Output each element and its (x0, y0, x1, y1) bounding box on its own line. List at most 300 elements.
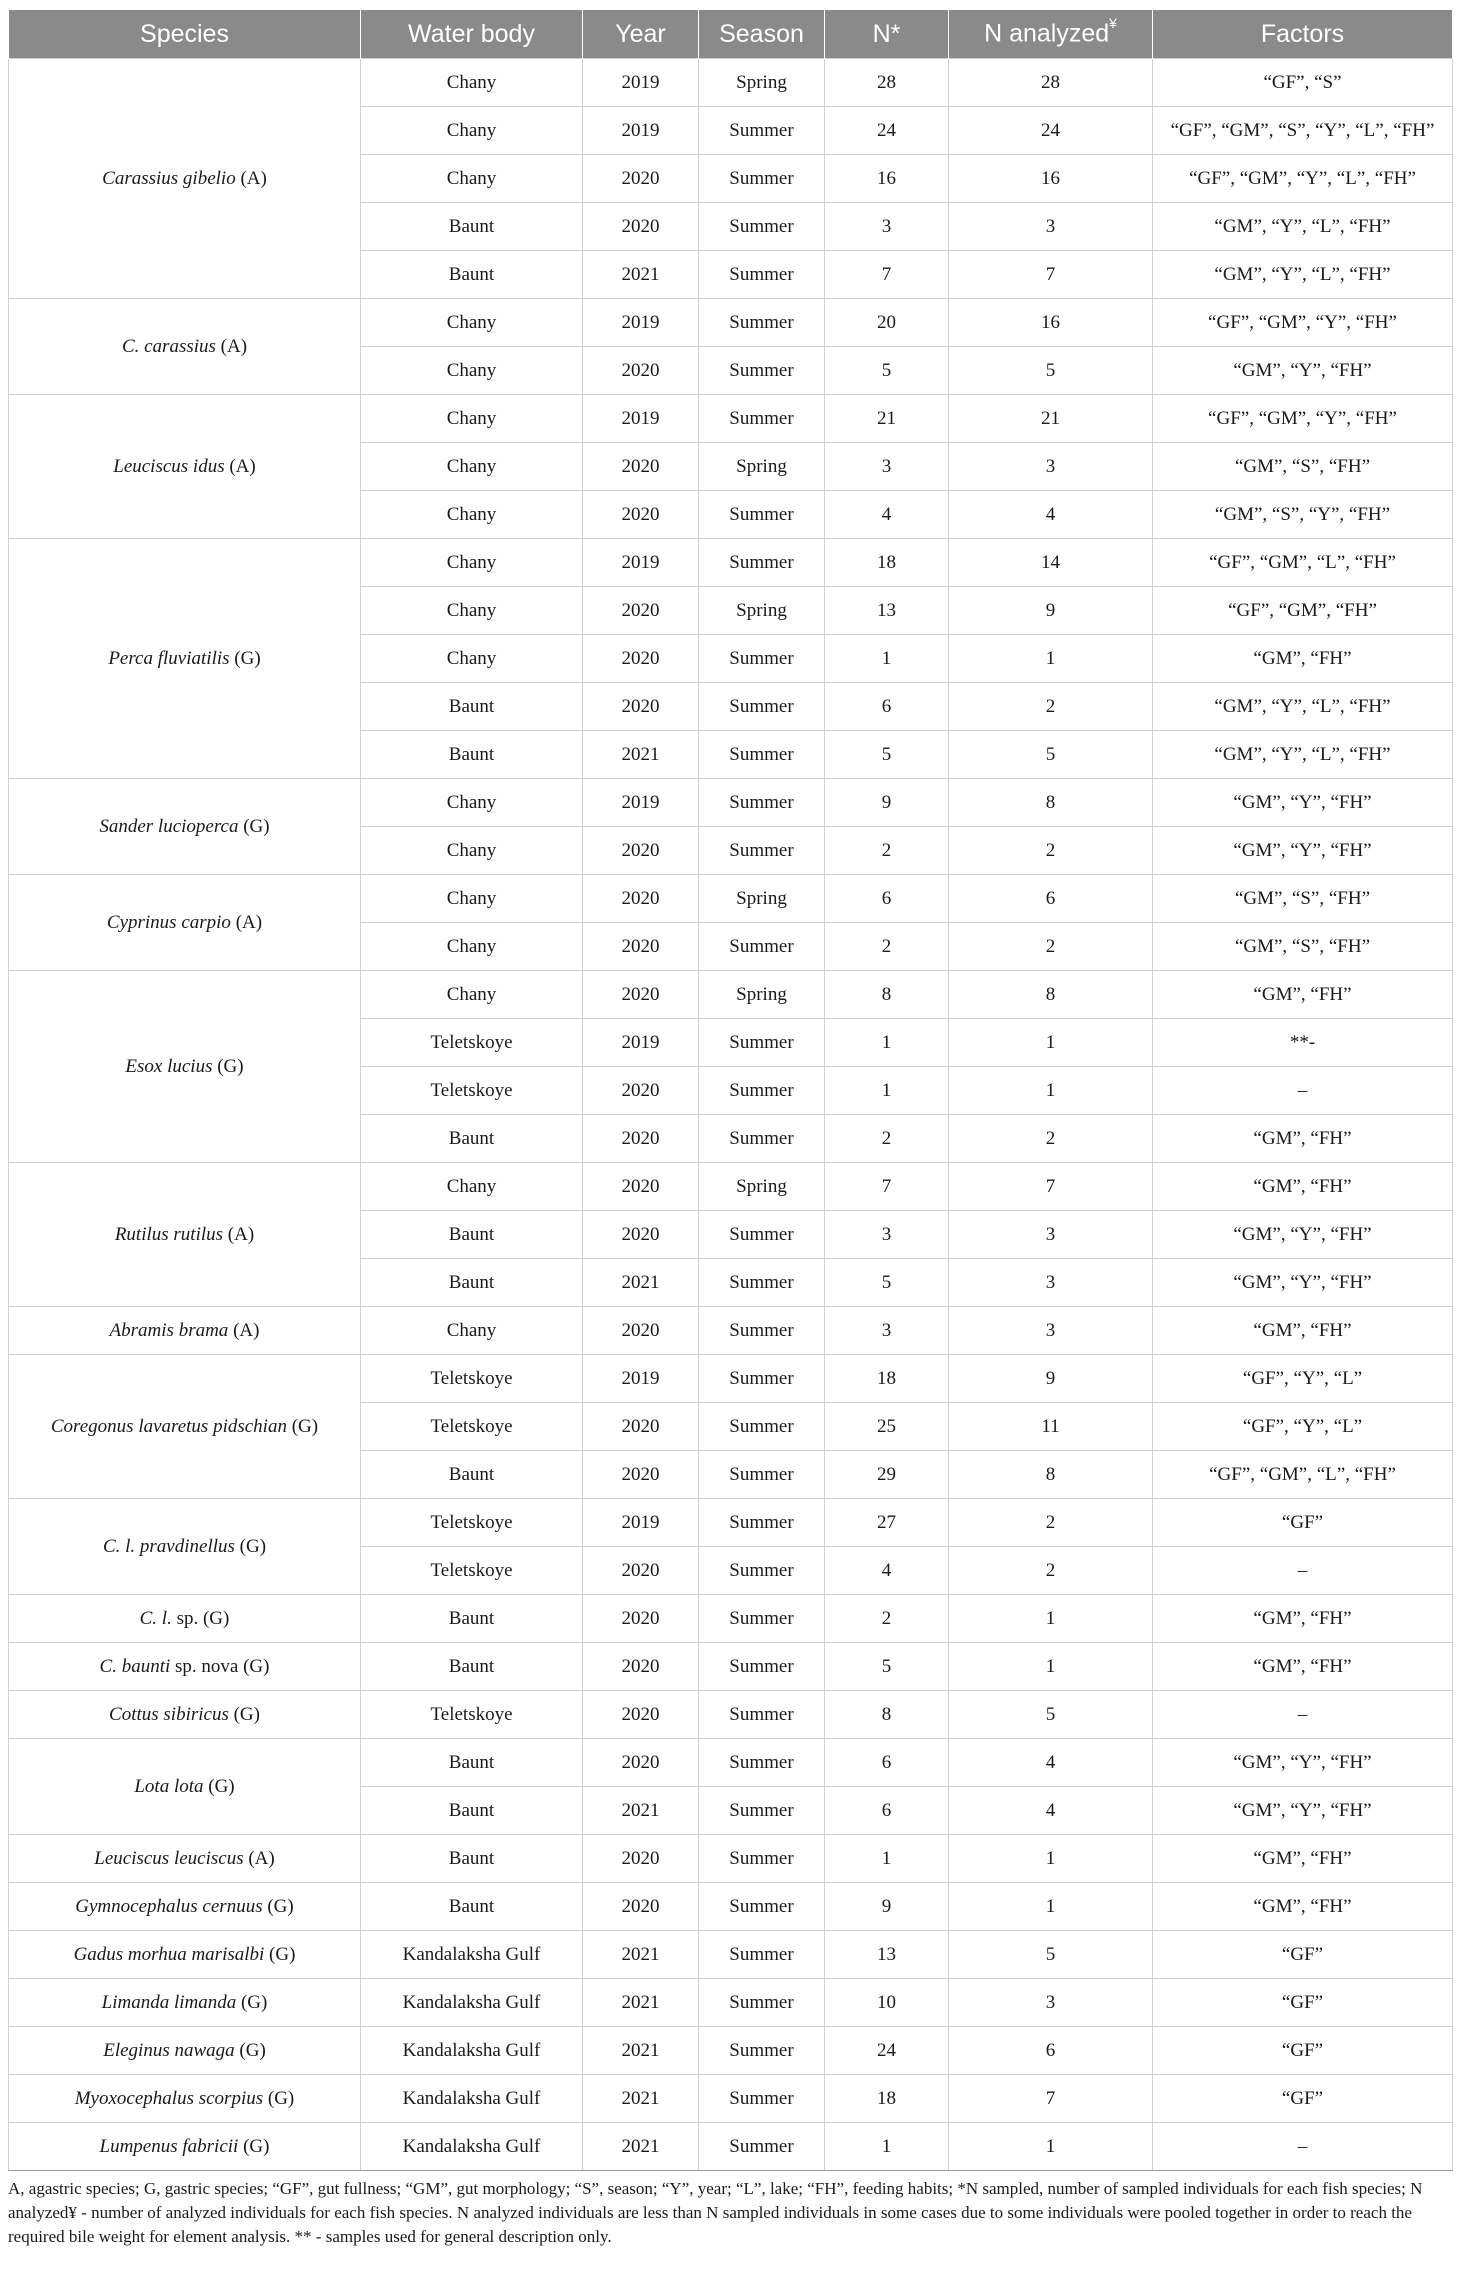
factors-cell: “GF”, “GM”, “L”, “FH” (1153, 1451, 1453, 1499)
table-row (9, 1163, 1453, 1211)
water-body-cell: Chany (361, 155, 583, 203)
factors-cell: “GM”, “FH” (1153, 971, 1453, 1019)
year-cell: 2021 (583, 1259, 699, 1307)
season-cell: Summer (699, 2027, 825, 2075)
n-cell: 5 (825, 731, 949, 779)
n-cell: 2 (825, 1595, 949, 1643)
species-cell (9, 539, 361, 779)
n-analyzed-cell: 3 (949, 1259, 1153, 1307)
water-body-cell: Kandalaksha Gulf (361, 1931, 583, 1979)
factors-cell: “GM”, “Y”, “L”, “FH” (1153, 203, 1453, 251)
season-cell: Summer (699, 155, 825, 203)
n-cell: 18 (825, 2075, 949, 2123)
species-type-tag: sp. (G) (176, 1607, 230, 1629)
species-type-tag: (G) (269, 1943, 296, 1965)
season-cell: Summer (699, 1835, 825, 1883)
n-analyzed-cell: 7 (949, 251, 1153, 299)
factors-cell: “GF” (1153, 1931, 1453, 1979)
table-row (9, 1739, 1453, 1787)
species-type-tag: (G) (267, 1895, 294, 1917)
season-cell: Summer (699, 1643, 825, 1691)
factors-cell: “GM”, “FH” (1153, 1307, 1453, 1355)
n-cell: 9 (825, 1883, 949, 1931)
species-name: Sander lucioperca (99, 815, 239, 837)
n-cell: 4 (825, 491, 949, 539)
factors-cell: “GM”, “Y”, “FH” (1153, 1787, 1453, 1835)
season-cell: Summer (699, 347, 825, 395)
n-cell: 13 (825, 1931, 949, 1979)
water-body-cell: Chany (361, 971, 583, 1019)
factors-cell: “GM”, “Y”, “FH” (1153, 779, 1453, 827)
n-analyzed-cell: 6 (949, 2027, 1153, 2075)
water-body-cell: Chany (361, 491, 583, 539)
n-analyzed-cell: 4 (949, 491, 1153, 539)
n-cell: 3 (825, 443, 949, 491)
header-year: Year (583, 10, 699, 59)
factors-cell: “GF”, “GM”, “L”, “FH” (1153, 539, 1453, 587)
n-analyzed-cell: 3 (949, 1979, 1153, 2027)
n-analyzed-cell: 5 (949, 347, 1153, 395)
year-cell: 2020 (583, 1115, 699, 1163)
season-cell: Summer (699, 251, 825, 299)
year-cell: 2020 (583, 1643, 699, 1691)
year-cell: 2020 (583, 971, 699, 1019)
species-name: Abramis brama (109, 1319, 229, 1341)
factors-cell: “GF”, “GM”, “Y”, “FH” (1153, 299, 1453, 347)
n-cell: 4 (825, 1547, 949, 1595)
water-body-cell: Teletskoye (361, 1019, 583, 1067)
n-cell: 2 (825, 923, 949, 971)
water-body-cell: Chany (361, 827, 583, 875)
n-analyzed-cell: 1 (949, 1019, 1153, 1067)
n-cell: 25 (825, 1403, 949, 1451)
table-row (9, 539, 1453, 587)
species-name: C. l. (139, 1607, 172, 1629)
table-row (9, 1691, 1453, 1739)
n-cell: 7 (825, 251, 949, 299)
n-analyzed-cell: 8 (949, 779, 1153, 827)
year-cell: 2019 (583, 779, 699, 827)
factors-cell: “GM”, “Y”, “L”, “FH” (1153, 683, 1453, 731)
species-cell (9, 59, 361, 299)
factors-cell: “GF” (1153, 2027, 1453, 2075)
factors-cell: “GM”, “S”, “FH” (1153, 443, 1453, 491)
year-cell: 2021 (583, 251, 699, 299)
n-cell: 1 (825, 635, 949, 683)
n-cell: 1 (825, 1067, 949, 1115)
year-cell: 2019 (583, 299, 699, 347)
season-cell: Summer (699, 779, 825, 827)
species-cell (9, 2075, 361, 2123)
water-body-cell: Chany (361, 59, 583, 107)
season-cell: Summer (699, 1259, 825, 1307)
season-cell: Summer (699, 923, 825, 971)
species-name: Myoxocephalus scorpius (74, 2087, 264, 2109)
n-analyzed-cell: 1 (949, 1643, 1153, 1691)
season-cell: Summer (699, 1691, 825, 1739)
water-body-cell: Chany (361, 347, 583, 395)
n-cell: 3 (825, 1211, 949, 1259)
factors-cell: “GM”, “Y”, “FH” (1153, 1259, 1453, 1307)
season-cell: Summer (699, 1211, 825, 1259)
water-body-cell: Kandalaksha Gulf (361, 1979, 583, 2027)
factors-cell: – (1153, 1691, 1453, 1739)
n-analyzed-cell: 2 (949, 1115, 1153, 1163)
species-cell (9, 971, 361, 1163)
water-body-cell: Chany (361, 875, 583, 923)
factors-cell: “GF” (1153, 1499, 1453, 1547)
season-cell: Summer (699, 683, 825, 731)
water-body-cell: Baunt (361, 683, 583, 731)
table-row (9, 2123, 1453, 2171)
year-cell: 2020 (583, 443, 699, 491)
n-analyzed-cell: 5 (949, 1931, 1153, 1979)
n-analyzed-cell: 3 (949, 443, 1153, 491)
factors-cell: “GM”, “S”, “FH” (1153, 875, 1453, 923)
n-cell: 7 (825, 1163, 949, 1211)
season-cell: Summer (699, 491, 825, 539)
year-cell: 2020 (583, 1595, 699, 1643)
season-cell: Summer (699, 1355, 825, 1403)
n-analyzed-cell: 3 (949, 203, 1153, 251)
water-body-cell: Baunt (361, 1451, 583, 1499)
water-body-cell: Baunt (361, 731, 583, 779)
year-cell: 2020 (583, 1163, 699, 1211)
season-cell: Summer (699, 635, 825, 683)
year-cell: 2020 (583, 635, 699, 683)
water-body-cell: Chany (361, 107, 583, 155)
factors-cell: “GF”, “S” (1153, 59, 1453, 107)
table-row (9, 395, 1453, 443)
season-cell: Spring (699, 443, 825, 491)
species-type-tag: (G) (243, 2135, 270, 2157)
table-row (9, 875, 1453, 923)
water-body-cell: Chany (361, 923, 583, 971)
n-analyzed-cell: 3 (949, 1307, 1153, 1355)
water-body-cell: Chany (361, 779, 583, 827)
factors-cell: “GF”, “GM”, “FH” (1153, 587, 1453, 635)
year-cell: 2020 (583, 1307, 699, 1355)
year-cell: 2021 (583, 731, 699, 779)
n-analyzed-cell: 2 (949, 1499, 1153, 1547)
season-cell: Summer (699, 1403, 825, 1451)
species-type-tag: (A) (229, 455, 256, 477)
table-row (9, 1979, 1453, 2027)
season-cell: Summer (699, 1787, 825, 1835)
season-cell: Summer (699, 1883, 825, 1931)
fish-samples-table (8, 10, 1453, 2171)
season-cell: Summer (699, 1595, 825, 1643)
water-body-cell: Chany (361, 1307, 583, 1355)
season-cell: Summer (699, 1499, 825, 1547)
season-cell: Summer (699, 1067, 825, 1115)
water-body-cell: Chany (361, 299, 583, 347)
water-body-cell: Baunt (361, 1211, 583, 1259)
species-cell (9, 1931, 361, 1979)
factors-cell: “GM”, “FH” (1153, 635, 1453, 683)
table-row (9, 1883, 1453, 1931)
species-cell (9, 1643, 361, 1691)
species-name: Eleginus nawaga (103, 2039, 235, 2061)
header-n-analyzed-mark: ¥ (1109, 15, 1117, 32)
table-row (9, 2027, 1453, 2075)
year-cell: 2020 (583, 491, 699, 539)
water-body-cell: Baunt (361, 1883, 583, 1931)
water-body-cell: Kandalaksha Gulf (361, 2027, 583, 2075)
season-cell: Summer (699, 731, 825, 779)
n-cell: 1 (825, 1019, 949, 1067)
species-name: Coregonus lavaretus pidschian (50, 1415, 287, 1437)
season-cell: Summer (699, 539, 825, 587)
season-cell: Summer (699, 395, 825, 443)
n-analyzed-cell: 28 (949, 59, 1153, 107)
year-cell: 2021 (583, 1979, 699, 2027)
water-body-cell: Teletskoye (361, 1691, 583, 1739)
factors-cell: “GM”, “S”, “FH” (1153, 923, 1453, 971)
water-body-cell: Baunt (361, 1787, 583, 1835)
season-cell: Summer (699, 107, 825, 155)
n-analyzed-cell: 1 (949, 1835, 1153, 1883)
n-cell: 5 (825, 1643, 949, 1691)
water-body-cell: Chany (361, 539, 583, 587)
n-analyzed-cell: 21 (949, 395, 1153, 443)
factors-cell: “GF”, “GM”, “S”, “Y”, “L”, “FH” (1153, 107, 1453, 155)
species-type-tag: (A) (248, 1847, 275, 1869)
season-cell: Spring (699, 875, 825, 923)
n-cell: 6 (825, 683, 949, 731)
n-analyzed-cell: 5 (949, 731, 1153, 779)
species-name: Limanda limanda (101, 1991, 237, 2013)
year-cell: 2020 (583, 347, 699, 395)
n-analyzed-cell: 1 (949, 1883, 1153, 1931)
season-cell: Summer (699, 1115, 825, 1163)
table-row (9, 1355, 1453, 1403)
n-cell: 1 (825, 2123, 949, 2171)
season-cell: Summer (699, 299, 825, 347)
n-cell: 20 (825, 299, 949, 347)
species-type-tag: (G) (240, 1991, 268, 2013)
water-body-cell: Baunt (361, 1259, 583, 1307)
table-row (9, 2075, 1453, 2123)
factors-cell: “GM”, “Y”, “L”, “FH” (1153, 251, 1453, 299)
season-cell: Summer (699, 1931, 825, 1979)
n-analyzed-cell: 2 (949, 1547, 1153, 1595)
factors-cell: “GM”, “S”, “Y”, “FH” (1153, 491, 1453, 539)
n-analyzed-cell: 2 (949, 827, 1153, 875)
n-cell: 5 (825, 347, 949, 395)
year-cell: 2020 (583, 203, 699, 251)
water-body-cell: Teletskoye (361, 1403, 583, 1451)
n-analyzed-cell: 1 (949, 635, 1153, 683)
species-cell (9, 1979, 361, 2027)
year-cell: 2020 (583, 155, 699, 203)
year-cell: 2020 (583, 1547, 699, 1595)
header-n-analyzed-label: N analyzed (984, 19, 1110, 48)
n-analyzed-cell: 11 (949, 1403, 1153, 1451)
year-cell: 2019 (583, 395, 699, 443)
species-cell (9, 2027, 361, 2075)
species-type-tag: (G) (208, 1775, 235, 1797)
header-n: N* (825, 10, 949, 59)
n-cell: 10 (825, 1979, 949, 2027)
species-cell (9, 779, 361, 875)
n-cell: 27 (825, 1499, 949, 1547)
species-cell (9, 1691, 361, 1739)
n-cell: 1 (825, 1835, 949, 1883)
n-cell: 24 (825, 2027, 949, 2075)
n-analyzed-cell: 9 (949, 587, 1153, 635)
n-cell: 18 (825, 539, 949, 587)
table-row (9, 59, 1453, 107)
table-footnote: A, agastric species; G, gastric species; “GF”, gut fullness; “GM”, gut morphology; “S”, season; “Y”, year; “L”, lake; “FH”, feeding habits; *N sampled, number of sampled individuals for each fish species; N analyzed¥ - number of analyzed individuals for each fish species. N analyzed individuals are less than N sampled individuals in some cases due to some individuals were pooled together in order to reach the required bile weight for element analysis. ** - samples used for general description only. (8, 2179, 1423, 2246)
species-type-tag: (G) (239, 2039, 266, 2061)
n-cell: 21 (825, 395, 949, 443)
species-type-tag: (G) (217, 1055, 244, 1077)
n-analyzed-cell: 8 (949, 1451, 1153, 1499)
water-body-cell: Kandalaksha Gulf (361, 2075, 583, 2123)
n-cell: 16 (825, 155, 949, 203)
factors-cell: “GM”, “Y”, “FH” (1153, 347, 1453, 395)
n-cell: 6 (825, 1787, 949, 1835)
year-cell: 2020 (583, 1403, 699, 1451)
water-body-cell: Chany (361, 443, 583, 491)
year-cell: 2019 (583, 59, 699, 107)
header-season: Season (699, 10, 825, 59)
n-analyzed-cell: 1 (949, 1595, 1153, 1643)
year-cell: 2020 (583, 1883, 699, 1931)
n-cell: 6 (825, 1739, 949, 1787)
species-type-tag: sp. nova (G) (175, 1655, 270, 1677)
species-type-tag: (G) (267, 2087, 295, 2109)
n-analyzed-cell: 4 (949, 1739, 1153, 1787)
n-cell: 24 (825, 107, 949, 155)
n-cell: 6 (825, 875, 949, 923)
header-species: Species (9, 10, 361, 59)
season-cell: Summer (699, 2123, 825, 2171)
year-cell: 2020 (583, 1835, 699, 1883)
factors-cell: “GM”, “Y”, “FH” (1153, 1739, 1453, 1787)
species-type-tag: (A) (233, 1319, 260, 1341)
species-cell (9, 1499, 361, 1595)
factors-cell: “GM”, “FH” (1153, 1835, 1453, 1883)
water-body-cell: Baunt (361, 1115, 583, 1163)
n-cell: 2 (825, 827, 949, 875)
factors-cell: – (1153, 1067, 1453, 1115)
season-cell: Spring (699, 59, 825, 107)
n-cell: 8 (825, 1691, 949, 1739)
n-cell: 8 (825, 971, 949, 1019)
n-cell: 5 (825, 1259, 949, 1307)
species-name: Perca fluviatilis (108, 647, 230, 669)
species-cell (9, 395, 361, 539)
water-body-cell: Teletskoye (361, 1499, 583, 1547)
factors-cell: “GM”, “FH” (1153, 1115, 1453, 1163)
season-cell: Summer (699, 1547, 825, 1595)
n-analyzed-cell: 1 (949, 1067, 1153, 1115)
factors-cell: “GF” (1153, 1979, 1453, 2027)
factors-cell: “GM”, “FH” (1153, 1595, 1453, 1643)
species-cell (9, 1595, 361, 1643)
species-name: C. baunti (99, 1655, 171, 1677)
table-row (9, 1643, 1453, 1691)
n-analyzed-cell: 2 (949, 683, 1153, 731)
species-type-tag: (A) (240, 167, 267, 189)
water-body-cell: Teletskoye (361, 1547, 583, 1595)
table-row (9, 1307, 1453, 1355)
season-cell: Spring (699, 971, 825, 1019)
factors-cell: “GF”, “Y”, “L” (1153, 1355, 1453, 1403)
year-cell: 2020 (583, 1211, 699, 1259)
water-body-cell: Teletskoye (361, 1355, 583, 1403)
n-analyzed-cell: 14 (949, 539, 1153, 587)
header-water-body: Water body (361, 10, 583, 59)
season-cell: Summer (699, 1307, 825, 1355)
n-analyzed-cell: 8 (949, 971, 1153, 1019)
year-cell: 2020 (583, 1067, 699, 1115)
species-cell (9, 1835, 361, 1883)
year-cell: 2021 (583, 2075, 699, 2123)
water-body-cell: Baunt (361, 1595, 583, 1643)
year-cell: 2019 (583, 1355, 699, 1403)
water-body-cell: Kandalaksha Gulf (361, 2123, 583, 2171)
year-cell: 2020 (583, 587, 699, 635)
species-type-tag: (G) (291, 1415, 319, 1437)
n-analyzed-cell: 16 (949, 299, 1153, 347)
n-analyzed-cell: 24 (949, 107, 1153, 155)
species-cell (9, 2123, 361, 2171)
table-row (9, 1931, 1453, 1979)
year-cell: 2020 (583, 875, 699, 923)
species-type-tag: (A) (235, 911, 263, 933)
n-cell: 28 (825, 59, 949, 107)
n-analyzed-cell: 6 (949, 875, 1153, 923)
season-cell: Summer (699, 2075, 825, 2123)
factors-cell: “GM”, “Y”, “L”, “FH” (1153, 731, 1453, 779)
header-factors: Factors (1153, 10, 1453, 59)
water-body-cell: Chany (361, 587, 583, 635)
n-analyzed-cell: 7 (949, 1163, 1153, 1211)
species-type-tag: (G) (239, 1535, 267, 1557)
n-cell: 3 (825, 203, 949, 251)
year-cell: 2020 (583, 683, 699, 731)
table-row (9, 971, 1453, 1019)
factors-cell: **- (1153, 1019, 1453, 1067)
n-analyzed-cell: 5 (949, 1691, 1153, 1739)
season-cell: Summer (699, 827, 825, 875)
water-body-cell: Baunt (361, 203, 583, 251)
factors-cell: “GF”, “GM”, “Y”, “FH” (1153, 395, 1453, 443)
table-body (9, 59, 1453, 2171)
species-type-tag: (G) (234, 647, 261, 669)
season-cell: Summer (699, 1739, 825, 1787)
year-cell: 2019 (583, 1499, 699, 1547)
n-cell: 29 (825, 1451, 949, 1499)
n-cell: 3 (825, 1307, 949, 1355)
water-body-cell: Chany (361, 635, 583, 683)
factors-cell: “GM”, “Y”, “FH” (1153, 827, 1453, 875)
species-type-tag: (A) (220, 335, 248, 357)
species-name: Cyprinus carpio (106, 911, 231, 933)
species-name: Cottus sibiricus (109, 1703, 229, 1725)
season-cell: Spring (699, 587, 825, 635)
table-row (9, 779, 1453, 827)
season-cell: Summer (699, 203, 825, 251)
season-cell: Summer (699, 1979, 825, 2027)
species-name: Leuciscus idus (113, 455, 225, 477)
year-cell: 2021 (583, 2123, 699, 2171)
species-cell (9, 1307, 361, 1355)
n-analyzed-cell: 9 (949, 1355, 1153, 1403)
